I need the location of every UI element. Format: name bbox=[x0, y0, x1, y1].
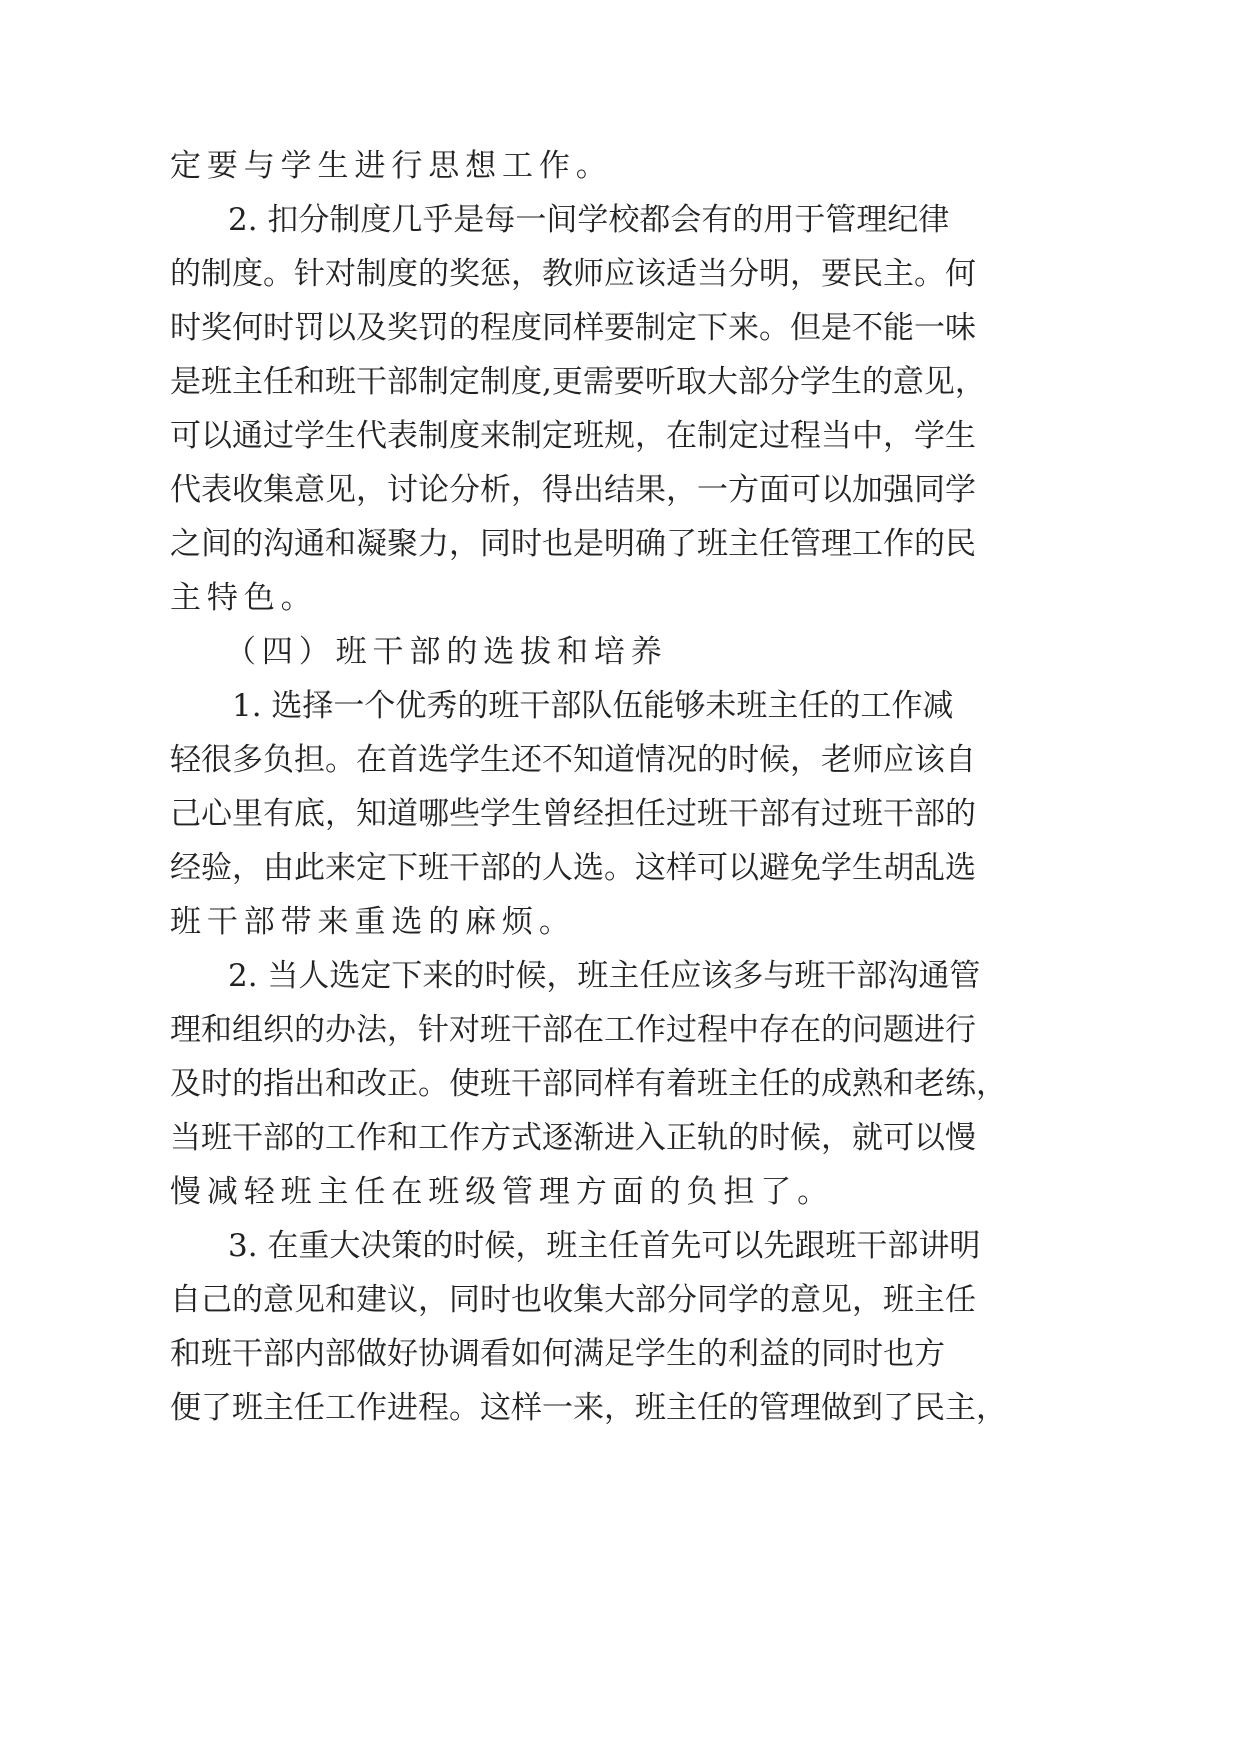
text-line: 和班干部内部做好协调看如何满足学生的利益的同时也方 bbox=[170, 1336, 945, 1372]
text-line: 当班干部的工作和工作方式逐渐进入正轨的时候，就可以慢 bbox=[170, 1120, 976, 1156]
text-line: 的制度。针对制度的奖惩，教师应该适当分明，要民主。何 bbox=[170, 256, 976, 292]
text-line: 便了班主任工作进程。这样一来，班主任的管理做到了民主， bbox=[170, 1390, 1007, 1426]
paragraph-start-line: 3. 在重大决策的时候，班主任首先可以先跟班干部讲明 bbox=[228, 1228, 981, 1264]
text-line: 己心里有底，知道哪些学生曾经担任过班干部有过班干部的 bbox=[170, 796, 976, 832]
text-line: 班干部带来重选的麻烦。 bbox=[170, 904, 576, 940]
section-heading: （四）班干部的选拔和培养 bbox=[225, 634, 668, 670]
text-line: 是班主任和班干部制定制度,更需要听取大部分学生的意见， bbox=[170, 364, 986, 400]
text-line: 之间的沟通和凝聚力，同时也是明确了班主任管理工作的民 bbox=[170, 526, 976, 562]
text-line: 时奖何时罚以及奖罚的程度同样要制定下来。但是不能一味 bbox=[170, 310, 976, 346]
text-line: 慢减轻班主任在班级管理方面的负担了。 bbox=[170, 1174, 835, 1210]
text-line: 及时的指出和改正。使班干部同样有着班主任的成熟和老练， bbox=[170, 1066, 1007, 1102]
text-line: 可以通过学生代表制度来制定班规，在制定过程当中，学生 bbox=[170, 418, 976, 454]
text-line: 轻很多负担。在首选学生还不知道情况的时候，老师应该自 bbox=[170, 742, 976, 778]
text-line: 定要与学生进行思想工作。 bbox=[170, 148, 613, 184]
text-line: 经验，由此来定下班干部的人选。这样可以避免学生胡乱选 bbox=[170, 850, 976, 886]
paragraph-start-line: 1. 选择一个优秀的班干部队伍能够未班主任的工作减 bbox=[232, 688, 954, 724]
paragraph-start-line: 2. 当人选定下来的时候，班主任应该多与班干部沟通管 bbox=[228, 958, 981, 994]
text-line: 理和组织的办法，针对班干部在工作过程中存在的问题进行 bbox=[170, 1012, 976, 1048]
paragraph-start-line: 2. 扣分制度几乎是每一间学校都会有的用于管理纪律 bbox=[228, 202, 950, 238]
text-line: 主特色。 bbox=[170, 580, 318, 616]
text-line: 代表收集意见，讨论分析，得出结果，一方面可以加强同学 bbox=[170, 472, 976, 508]
text-line: 自己的意见和建议，同时也收集大部分同学的意见，班主任 bbox=[170, 1282, 976, 1318]
